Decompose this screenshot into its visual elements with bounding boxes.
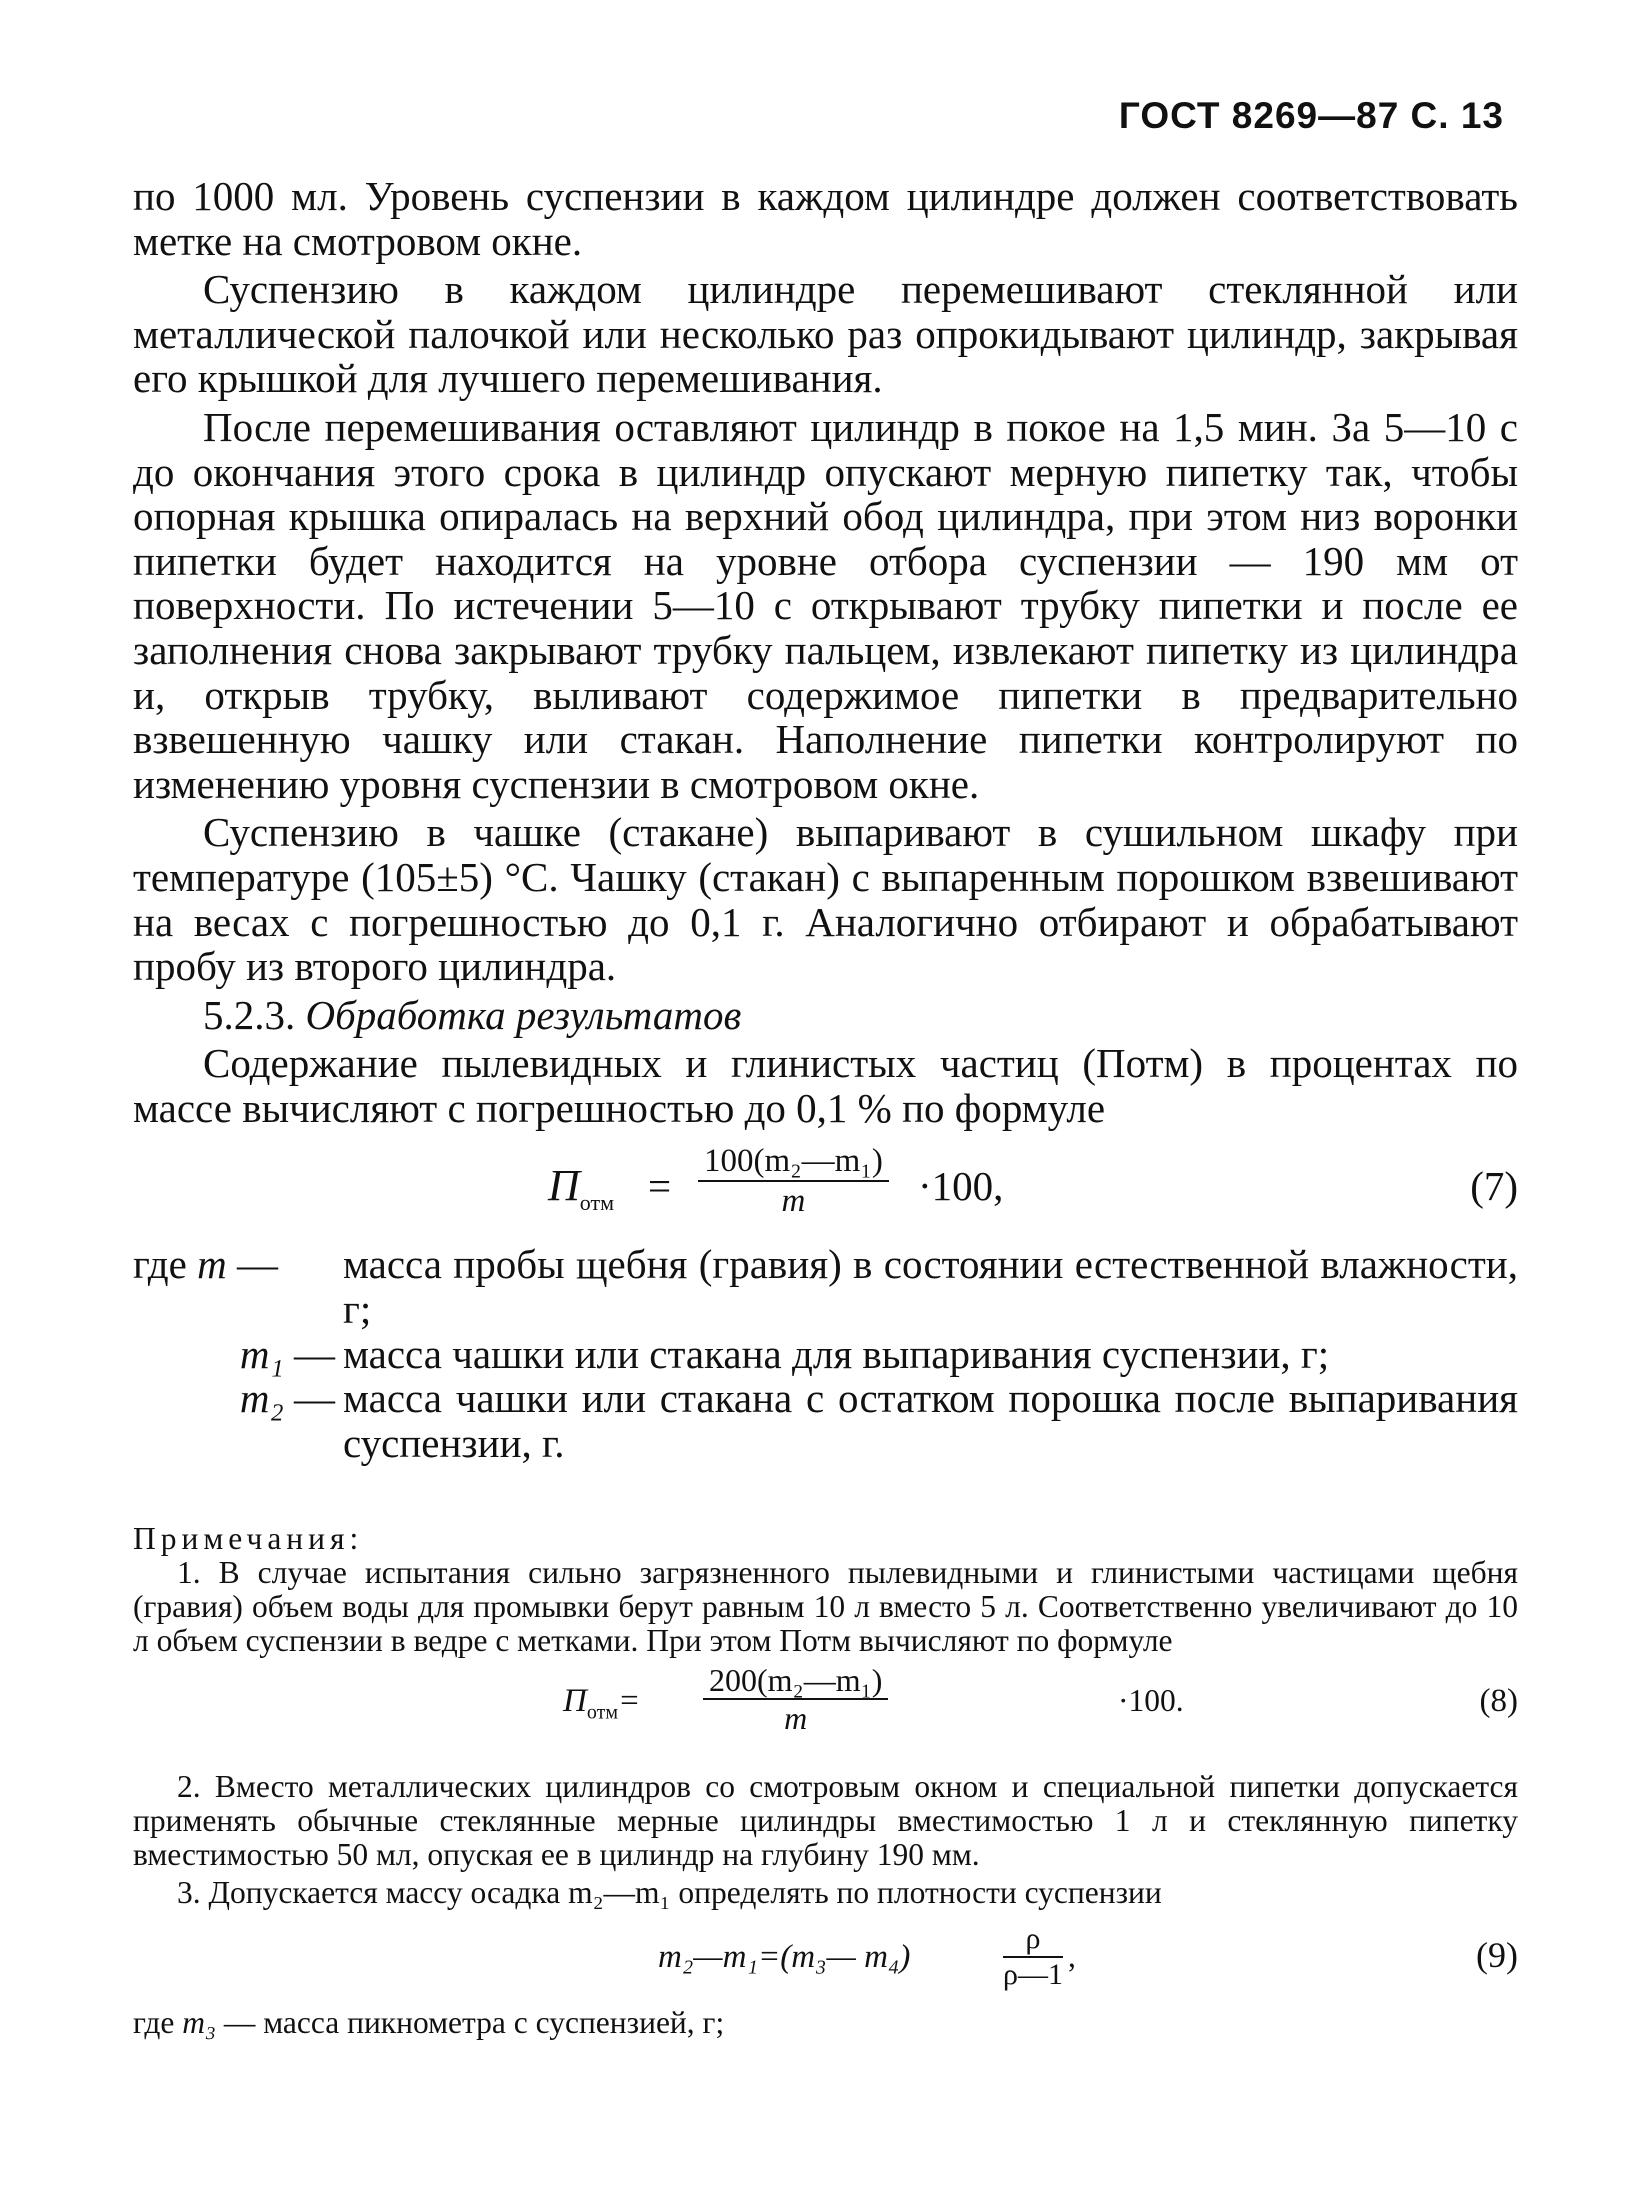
formula-7 (133, 1142, 1518, 1238)
formula-subscript: отм (579, 1190, 615, 1216)
formula-fraction (1003, 1922, 1063, 1992)
definition-row: где m — масса пробы щебня (гравия) в состоянии естественной влажности, г; (133, 1241, 1518, 1333)
paragraph: Содержание пылевидных и глинистых частиц (Потм) в процентах по массе вычисляют с погрешностью до 0,1 % по формуле (133, 1040, 1518, 1131)
formula-fraction (703, 1662, 888, 1736)
note-item: 3. Допускается массу осадка m₂—m₁ определять по плотности суспензии (177, 1875, 1162, 1910)
paragraph: После перемешивания оставляют цилиндр в покое на 1,5 мин. За 5—10 с до окончания этого срока в цилиндр опускают мерную пипетку так, чтобы опорная крышка опиралась на верхний обод цилиндра, при этом низ воронки пипетки будет находится на уровне отбора суспензии — 190 мм от поверхности. По истечении 5—10 с открывают трубку пипетки и после ее заполнения снова закрывают трубку пальцем, извлекают пипетку из цилиндра и, открыв трубку, выливают содержимое пипетки в предварительно взвешенную чашку или стакан. Наполнение пипетки контролируют по изменению уровня суспензии в смотровом окне. (133, 403, 1518, 807)
formula-subscript: отм (586, 1701, 618, 1724)
fraction-numerator: ρ (1003, 1922, 1063, 1958)
variable-symbol: m (197, 1241, 227, 1288)
formula-lhs: $П_{отм}=$ (563, 1683, 641, 1724)
formula-tail: ·100. (1118, 1683, 1184, 1718)
formula-8 (133, 1662, 1518, 1746)
notes-section (133, 1522, 1518, 2040)
formula-fraction (698, 1142, 889, 1220)
paragraph: Суспензию в каждом цилиндре перемешивают стеклянной или металлической палочкой или несколько раз опрокидывают цилиндр, закрывая его крышкой для лучшего перемешивания. (133, 266, 1518, 402)
section-heading (133, 993, 1518, 1038)
paragraph: по 1000 мл. Уровень суспензии в каждом цилиндре должен соответствовать метке на смотровом окне. (133, 173, 1518, 264)
paragraph: Суспензию в чашке (стакане) выпаривают в сушильном шкафу при температуре (105±5) °С. Чашку (стакан) с выпаренным порошком взвешивают на весах с погрешностью до 0,1 г. Аналогично отбирают и обрабатывают пробу из второго цилиндра. (133, 809, 1518, 990)
fraction-denominator: ρ—1 (1003, 1958, 1063, 1991)
definition-row: m₂ — масса чашки или стакана с остатком порошка после выпаривания суспензии, г. (239, 1375, 1518, 1466)
definition-text: — масса пикнометра с суспензией, г; (215, 2005, 725, 2040)
definition-row: m₁ — масса чашки или стакана для выпаривания суспензии, г; (133, 1332, 1518, 1377)
fraction-denominator: m (784, 1700, 808, 1736)
main-text (133, 174, 1518, 1465)
formula-9 (133, 1924, 1518, 2000)
formula-tail: ·100, (918, 1163, 1004, 1210)
fraction-numerator: 100(m₂—m₁) (698, 1142, 889, 1182)
section-title: Обработка результатов (305, 991, 742, 1038)
note-item: 1. В случае испытания сильно загрязненного пылевидными и глинистыми частицами щебня (гравия) объем воды для промывки берут равным 10 л вместо 5 л. Соответственно увеличивают до 10 л объем суспензии в ведре с метками. При этом Потм вычисляют по формуле (133, 1555, 1518, 1658)
formula-tail: , (1068, 1939, 1076, 1974)
note-item: 2. Вместо металлических цилиндров со смотровым окном и специальной пипетки допускается применять обычные стеклянные мерные цилиндры вместимостью 1 л и стеклянную пипетку вместимостью 50 мл, опуская ее в цилиндр на глубину 190 мм. (133, 1769, 1518, 1872)
fraction-denominator: m (781, 1183, 806, 1220)
variable-symbol: m₁ (239, 1330, 284, 1377)
variable-symbol: m₂ (239, 1375, 284, 1422)
notes-title: Примечания: (133, 1521, 364, 1556)
definition-text: масса пробы щебня (гравия) в состоянии естественной влажности, г; (343, 1241, 1518, 1333)
fraction-numerator: 200(m₂—m₁) (703, 1662, 888, 1700)
formula-lhs: $П_{отм}$ (548, 1161, 615, 1216)
definition-row: где m₃ — масса пикнометра с суспензией, г; (133, 2005, 725, 2040)
formula-lhs: m₂—m₁=(m₃— m₄) (658, 1939, 911, 1975)
page-header: ГОСТ 8269—87 С. 13 (1118, 95, 1504, 136)
formula-number: (8) (1479, 1683, 1518, 1719)
definition-text: масса чашки или стакана для выпаривания суспензии, г; (343, 1330, 1330, 1377)
variable-symbol: m₃ (182, 2005, 216, 2040)
section-number: 5.2.3. (203, 991, 296, 1038)
formula-number: (7) (1470, 1163, 1518, 1210)
formula-equals: = (648, 1163, 672, 1210)
formula-number: (9) (1476, 1935, 1518, 1975)
variable-definitions (133, 1242, 1518, 1465)
definition-text: масса чашки или стакана с остатком порошка после выпаривания суспензии, г. (343, 1375, 1518, 1466)
